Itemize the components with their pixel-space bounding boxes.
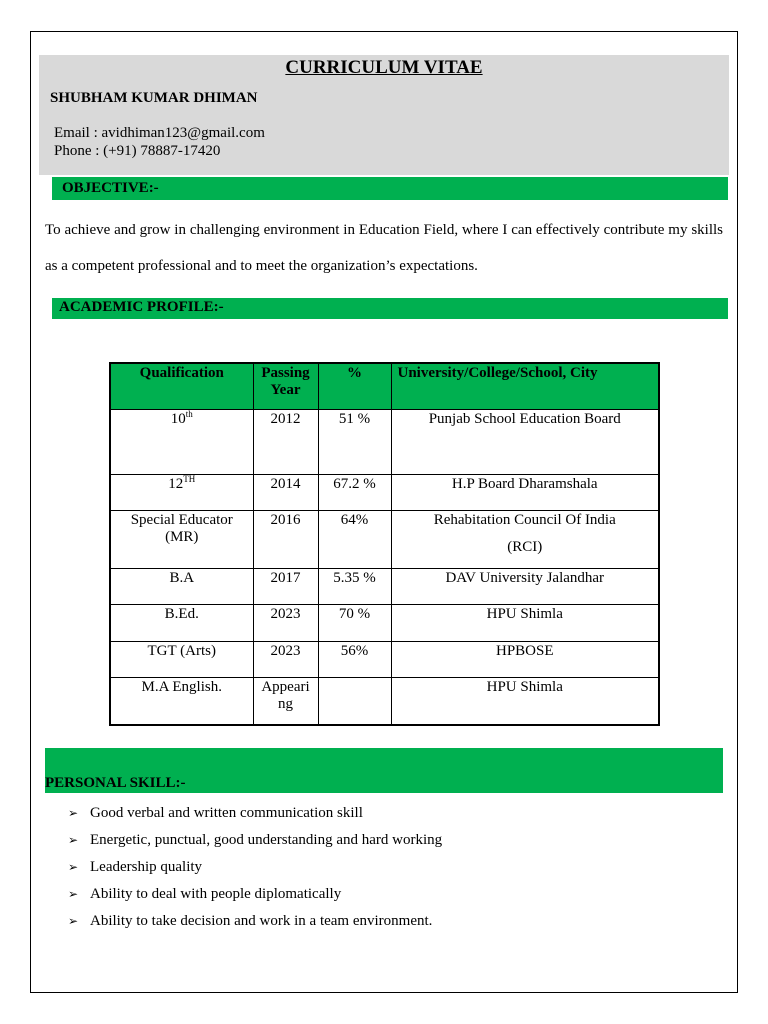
cell-qualification: Special Educator (MR) (110, 510, 253, 568)
list-item: ➢ Energetic, punctual, good understanding and hard working (68, 831, 442, 858)
cell-percent: 70 % (318, 604, 391, 641)
col-header-qualification: Qualification (110, 363, 253, 409)
table-row (110, 677, 659, 725)
cell-university: HPBOSE (391, 641, 659, 677)
personal-skill-heading-bar (45, 748, 723, 793)
col-header-university: University/College/School, City (391, 363, 659, 409)
cell-percent: 56% (318, 641, 391, 677)
cell-university: HPU Shimla (391, 677, 659, 725)
arrow-bullet-icon: ➢ (68, 887, 79, 901)
cell-university: Rehabitation Council Of India (RCI) (391, 510, 659, 568)
list-item: ➢ Good verbal and written communication skill (68, 804, 442, 831)
table-row (110, 474, 659, 510)
cell-qualification: M.A English. (110, 677, 253, 725)
cell-year: Appeari ng (253, 677, 318, 725)
cell-percent: 64% (318, 510, 391, 568)
cell-percent: 51 % (318, 409, 391, 474)
arrow-bullet-icon: ➢ (68, 833, 79, 847)
table-row (110, 641, 659, 677)
cell-percent (318, 677, 391, 725)
cell-percent: 5.35 % (318, 568, 391, 604)
candidate-name: SHUBHAM KUMAR DHIMAN (50, 90, 258, 106)
list-item: ➢ Ability to take decision and work in a team environment. (68, 912, 442, 939)
cell-year: 2014 (253, 474, 318, 510)
academic-heading: ACADEMIC PROFILE:- (52, 298, 728, 319)
cell-university: HPU Shimla (391, 604, 659, 641)
objective-heading: OBJECTIVE:- (52, 177, 728, 200)
cell-percent: 67.2 % (318, 474, 391, 510)
cell-year: 2016 (253, 510, 318, 568)
col-header-percent: % (318, 363, 391, 409)
arrow-bullet-icon: ➢ (68, 806, 79, 820)
table-row (110, 409, 659, 474)
table-row (110, 568, 659, 604)
cell-university: DAV University Jalandhar (391, 568, 659, 604)
list-item: ➢ Ability to deal with people diplomatically (68, 885, 442, 912)
col-header-passing-year: Passing Year (253, 363, 318, 409)
table-row (110, 604, 659, 641)
arrow-bullet-icon: ➢ (68, 914, 79, 928)
table-header-row (110, 363, 659, 409)
cell-qualification: 10th (110, 409, 253, 474)
table-row (110, 510, 659, 568)
cell-qualification: B.Ed. (110, 604, 253, 641)
arrow-bullet-icon: ➢ (68, 860, 79, 874)
cell-qualification: 12TH (110, 474, 253, 510)
cell-qualification: B.A (110, 568, 253, 604)
list-item: ➢ Leadership quality (68, 858, 442, 885)
cell-year: 2023 (253, 641, 318, 677)
academic-table (109, 362, 660, 726)
cell-university: H.P Board Dharamshala (391, 474, 659, 510)
cell-qualification: TGT (Arts) (110, 641, 253, 677)
skills-list (68, 804, 442, 939)
cell-year: 2012 (253, 409, 318, 474)
objective-text: To achieve and grow in challenging environment in Education Field, where I can effectively contribute my skills as a competent professional and to meet the organization’s expectations. (45, 222, 723, 274)
cv-title: CURRICULUM VITAE (285, 57, 483, 78)
header-box (39, 55, 729, 175)
cell-year: 2017 (253, 568, 318, 604)
cell-year: 2023 (253, 604, 318, 641)
personal-skill-heading: PERSONAL SKILL:- (45, 775, 186, 791)
cell-university: Punjab School Education Board (391, 409, 659, 474)
phone-text: Phone : (+91) 78887-17420 (54, 143, 221, 159)
email-text: Email : avidhiman123@gmail.com (54, 125, 265, 141)
